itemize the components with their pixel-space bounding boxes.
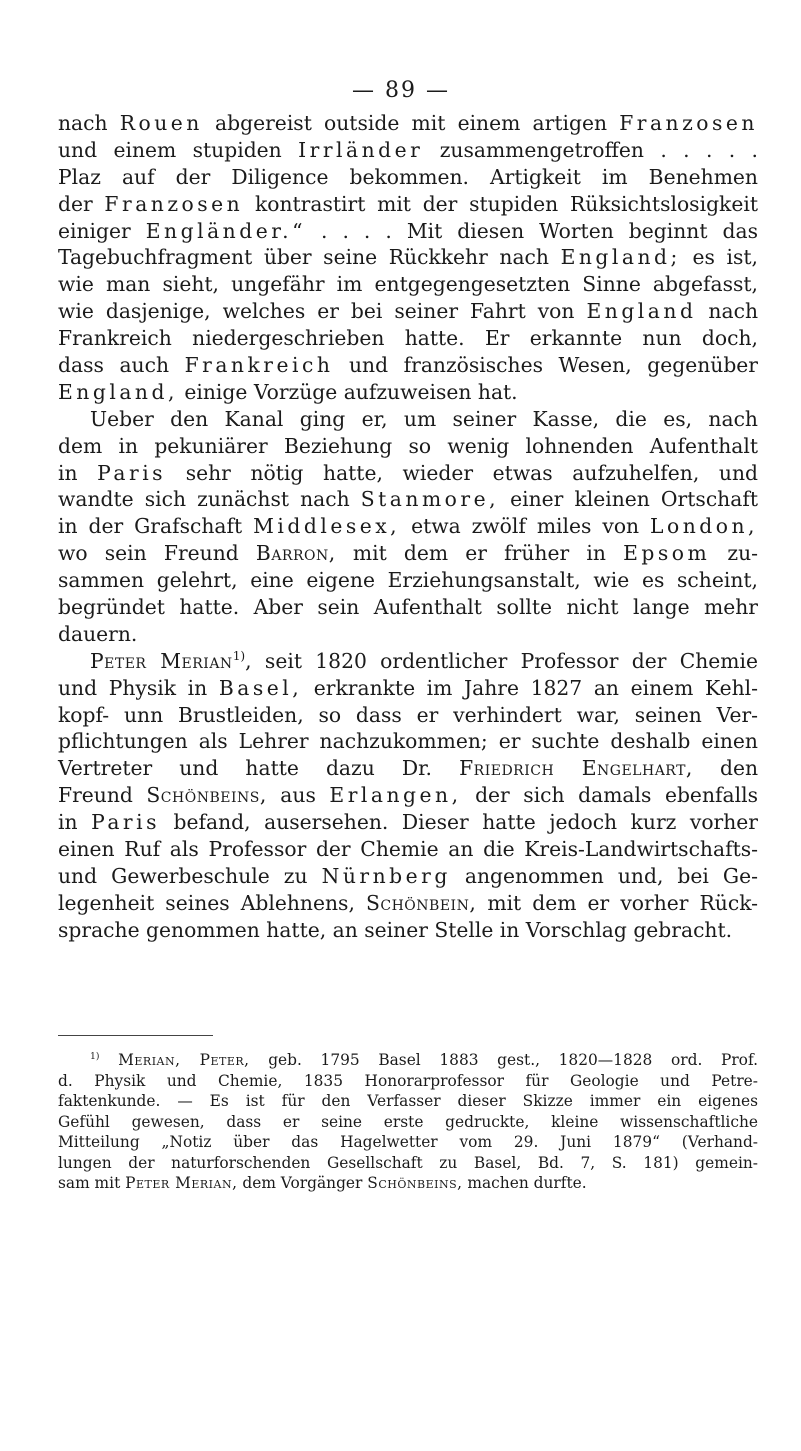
text-line: dauern. bbox=[58, 621, 138, 646]
text-line: Vertreter und hatte dazu Dr. Friedrich Engelhart, den bbox=[58, 756, 759, 781]
text-line: einen Ruf als Professor der Chemie an die Kreis-Landwirtschafts- bbox=[58, 837, 758, 862]
text-line: wandte sich zunächst nach Stanmore, einer kleinen Ortschaft bbox=[58, 487, 758, 512]
text-line: England, einige Vorzüge aufzuweisen hat. bbox=[58, 379, 518, 404]
text-line: Freund Schönbeins, aus Erlangen, der sich damals ebenfalls bbox=[58, 783, 758, 808]
text-line: einiger Engländer.“ . . . . Mit diesen Worten beginnt das bbox=[58, 218, 758, 243]
text-line: kopf- unn Brustleiden, so dass er verhindert war, seinen Ver- bbox=[58, 702, 758, 727]
footnote bbox=[58, 1050, 758, 1194]
text-line: wie man sieht, ungefähr im entgegengesetzten Sinne abgefasst, bbox=[58, 272, 758, 297]
footnote-line: lungen der naturforschenden Gesellschaft zu Basel, Bd. 7, S. 181) gemein- bbox=[58, 1153, 758, 1172]
footnote-line: sam mit Peter Merian, dem Vorgänger Schönbeins, machen durfte. bbox=[58, 1174, 587, 1192]
text-line: begründet hatte. Aber sein Aufenthalt sollte nicht lange mehr bbox=[58, 595, 758, 620]
text-line: Tagebuchfragment über seine Rückkehr nach England; es ist, bbox=[58, 245, 758, 270]
text-line: legenheit seines Ablehnens, Schönbein, mit dem er vorher Rück- bbox=[58, 890, 758, 915]
text-line: dass auch Frankreich und französisches Wesen, gegenüber bbox=[58, 353, 758, 378]
text-line: Ueber den Kanal ging er, um seiner Kasse, die es, nach bbox=[90, 406, 758, 431]
text-line: sprache genommen hatte, an seiner Stelle in Vorschlag gebracht. bbox=[58, 917, 733, 942]
text-line: in Paris befand, ausersehen. Dieser hatte jedoch kurz vorher bbox=[58, 810, 759, 835]
text-line: sammen gelehrt, eine eigene Erziehungsanstalt, wie es scheint, bbox=[58, 568, 758, 593]
footnote-line: faktenkunde. — Es ist für den Verfasser dieser Skizze immer ein eigenes bbox=[58, 1092, 758, 1110]
text-line: Frankreich niedergeschrieben hatte. Er erkannte nun doch, bbox=[58, 326, 758, 351]
text-line: Plaz auf der Diligence bekommen. Artigkeit im Benehmen bbox=[58, 164, 758, 189]
footnote-line: Mitteilung „Notiz über das Hagelwetter vom 29. Juni 1879“ (Verhand- bbox=[58, 1133, 758, 1151]
text-line: wo sein Freund Barron, mit dem er früher in Epsom zu- bbox=[58, 541, 758, 566]
paragraph-2 bbox=[58, 406, 758, 648]
text-line: nach Rouen abgereist outside mit einem artigen Franzosen bbox=[58, 111, 758, 135]
text-line: pflichtungen als Lehrer nachzukommen; er suchte deshalb einen bbox=[58, 729, 758, 754]
text-line: in der Grafschaft Middlesex, etwa zwölf miles von London, bbox=[58, 514, 758, 539]
text-line: und Gewerbeschule zu Nürnberg angenommen und, bei Ge- bbox=[58, 863, 758, 888]
paragraph-3 bbox=[58, 648, 758, 944]
paragraph-1 bbox=[58, 110, 758, 406]
main-text bbox=[58, 110, 758, 944]
text-line: wie dasjenige, welches er bei seiner Fahrt von England nach bbox=[58, 299, 759, 324]
footnote-mark: 1) bbox=[90, 1050, 100, 1062]
text-line: und einem stupiden Irrländer zusammengetroffen . . . . . bbox=[58, 137, 759, 162]
text-line: der Franzosen kontrastirt mit der stupiden Rüksichtslosigkeit bbox=[58, 191, 758, 216]
text-line: Peter Merian$^{1)}$, seit 1820 ordentlicher Professor der Chemie bbox=[90, 648, 758, 673]
text-line: und Physik in Basel, erkrankte im Jahre 1827 an einem Kehl- bbox=[58, 675, 758, 700]
footnote-ref[interactable]: 1) bbox=[232, 649, 246, 664]
page-number: — 89 — bbox=[352, 78, 450, 103]
footnote-line: $^{1)}$ Merian, Peter, geb. 1795 Basel 1883 gest., 1820—1828 ord. Prof. bbox=[90, 1050, 758, 1069]
footnote-divider bbox=[58, 1035, 213, 1036]
text-line: in Paris sehr nötig hatte, wieder etwas aufzuhelfen, und bbox=[58, 460, 758, 485]
footnote-line: d. Physik und Chemie, 1835 Honorarprofessor für Geologie und Petre- bbox=[58, 1071, 758, 1090]
footnote-line: Gefühl gewesen, dass er seine erste gedruckte, kleine wissenschaftliche bbox=[58, 1112, 758, 1131]
text-line: dem in pekuniärer Beziehung so wenig lohnenden Aufenthalt bbox=[58, 433, 758, 458]
